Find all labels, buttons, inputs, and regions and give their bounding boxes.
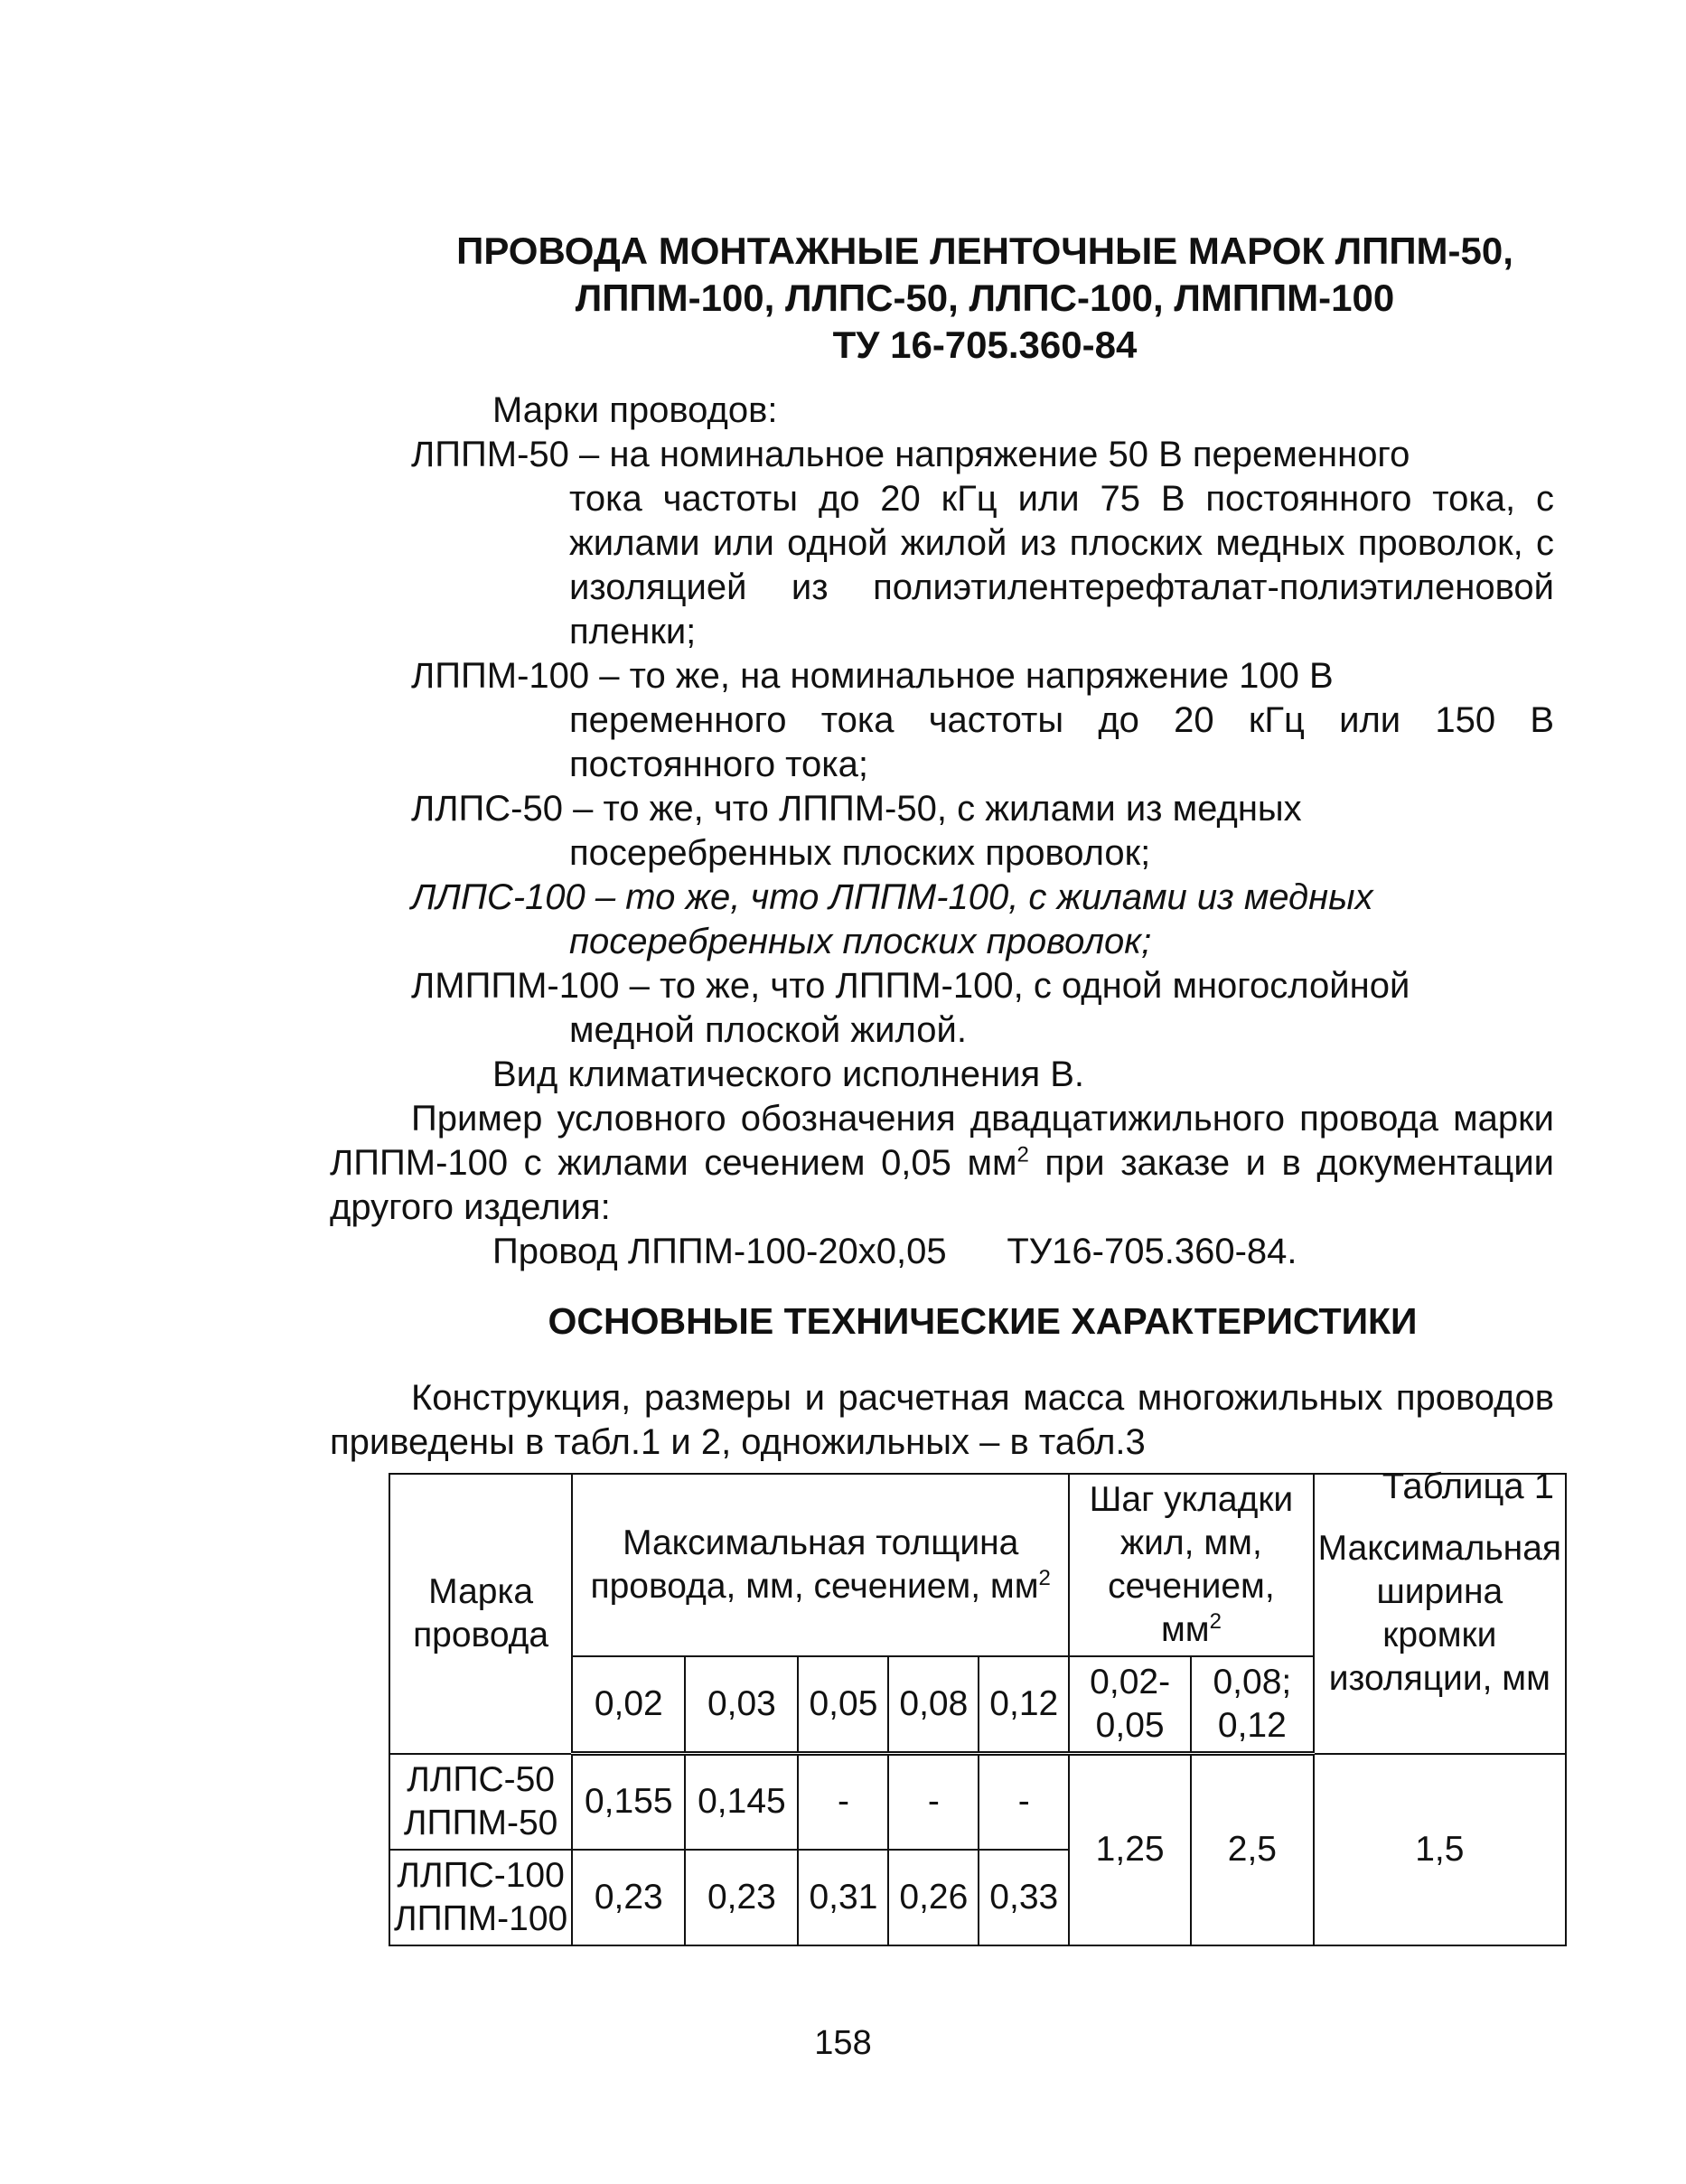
mark-name: ЛМППМ-100: [411, 966, 620, 1006]
table-cell: 0,23: [685, 1850, 798, 1945]
intro-text: Конструкция, размеры и расчетная масса многожильных проводов приведены в табл.1 и 2, одножильных – в табл.3: [330, 1378, 1554, 1462]
mark-dash: –: [562, 789, 604, 829]
mark-desc-rest: посеребренных плоских проволок;: [569, 922, 1152, 961]
merged-step-cell: 2,5: [1191, 1754, 1314, 1945]
header-thickness-text: Максимальная толщина провода, мм, сечением, мм: [590, 1523, 1039, 1606]
spec-table: [389, 1473, 1567, 1946]
mark-desc-first: то же, на номинальное напряжение 100 В: [629, 656, 1334, 696]
example-text: [330, 1097, 1554, 1230]
document-title: [398, 228, 1572, 369]
header-step-text: Шаг укладки жил, мм, сечением, мм: [1089, 1480, 1294, 1649]
mark-dash: –: [585, 877, 626, 917]
mark-desc-first: на номинальное напряжение 50 В переменного: [609, 435, 1410, 474]
marks-heading: Марки проводов:: [492, 390, 778, 430]
section-title: ОСНОВНЫЕ ТЕХНИЧЕСКИЕ ХАРАКТЕРИСТИКИ: [548, 1300, 1418, 1342]
subheader-cell: 0,02-0,05: [1069, 1656, 1191, 1754]
header-step: [1069, 1474, 1313, 1656]
example-designation: Провод ЛППМ-100-20х0,05 ТУ16-705.360-84.: [492, 1232, 1297, 1271]
subheader-cell: 0,08; 0,12: [1191, 1656, 1314, 1754]
title-line-1: ПРОВОДА МОНТАЖНЫЕ ЛЕНТОЧНЫЕ МАРОК ЛППМ-50,: [456, 230, 1513, 272]
example-text-part2: при заказе и в документации другого изделия:: [330, 1143, 1554, 1227]
header-thickness: [572, 1474, 1069, 1656]
table-cell: 0,155: [572, 1754, 685, 1850]
title-line-3: ТУ 16-705.360-84: [832, 323, 1138, 366]
example-text-part1: Пример условного обозначения двадцатижильного провода марки ЛППМ-100 с жилами сечением 0,05 мм: [330, 1099, 1554, 1183]
mark-item-lppm-50: [411, 433, 1554, 654]
header-mark: [389, 1474, 572, 1754]
mark-item-llps-100: [411, 876, 1554, 964]
mark-desc-rest: тока частоты до 20 кГц или 75 В постоянного тока, с жилами или одной жилой из плоских медных проволок, с изоляцией из полиэтилентерефталат-полиэтиленовой пленки;: [569, 479, 1554, 651]
mark-dash: –: [619, 966, 660, 1006]
table-cell: 0,26: [888, 1850, 979, 1945]
header-width-text: Максимальная ширина кромки изоляции, мм: [1317, 1528, 1561, 1698]
table-row: [389, 1754, 1566, 1850]
mark-item-lppm-100: [411, 654, 1554, 787]
superscript: 2: [1016, 1142, 1029, 1167]
mark-desc-rest: посеребренных плоских проволок;: [569, 833, 1151, 873]
table-cell: -: [798, 1754, 888, 1850]
climate-text: Вид климатического исполнения В.: [492, 1055, 1085, 1094]
table-cell: 0,33: [979, 1850, 1069, 1945]
subheader-cell: 0,03: [685, 1656, 798, 1754]
mark-desc-rest: медной плоской жилой.: [569, 1010, 967, 1050]
subheader-cell: 0,08: [888, 1656, 979, 1754]
mark-dash: –: [589, 656, 630, 696]
mark-name: ЛЛПС-100: [411, 877, 585, 917]
subheader-cell: 0,12: [979, 1656, 1069, 1754]
table-cell: -: [979, 1754, 1069, 1850]
header-width: [1314, 1474, 1566, 1754]
mark-name: ЛЛПС-50: [411, 789, 563, 829]
table-cell: 0,23: [572, 1850, 685, 1945]
row-mark: ЛЛПС-50 ЛППМ-50: [389, 1754, 572, 1850]
row-mark: ЛЛПС-100 ЛППМ-100: [389, 1850, 572, 1945]
superscript: 2: [1038, 1566, 1051, 1590]
table-cell: -: [888, 1754, 979, 1850]
mark-item-llps-50: [411, 787, 1554, 876]
mark-item-lmppm-100: [411, 964, 1554, 1053]
table-cell: 0,31: [798, 1850, 888, 1945]
page-number: 158: [814, 2024, 872, 2062]
mark-desc-first: то же, что ЛППМ-100, с одной многослойной: [659, 966, 1410, 1006]
mark-desc-first: то же, что ЛППМ-100, с жилами из медных: [625, 877, 1373, 917]
superscript: 2: [1209, 1609, 1222, 1634]
mark-name: ЛППМ-100: [411, 656, 590, 696]
merged-width-cell: 1,5: [1314, 1754, 1566, 1945]
header-mark-text: Марка провода: [413, 1571, 549, 1654]
mark-desc-first: то же, что ЛППМ-50, с жилами из медных: [603, 789, 1302, 829]
title-line-2: ЛППМ-100, ЛЛПС-50, ЛЛПС-100, ЛМППМ-100: [575, 277, 1395, 319]
document-body: [330, 389, 1554, 1509]
mark-name: ЛППМ-50: [411, 435, 569, 474]
table-cell: 0,145: [685, 1754, 798, 1850]
subheader-cell: 0,02: [572, 1656, 685, 1754]
mark-desc-rest: переменного тока частоты до 20 кГц или 150 В постоянного тока;: [569, 700, 1554, 784]
table-header-row: [389, 1474, 1566, 1656]
table-caption: Таблица 1: [1382, 1467, 1554, 1506]
merged-step-cell: 1,25: [1069, 1754, 1191, 1945]
mark-dash: –: [568, 435, 610, 474]
subheader-cell: 0,05: [798, 1656, 888, 1754]
